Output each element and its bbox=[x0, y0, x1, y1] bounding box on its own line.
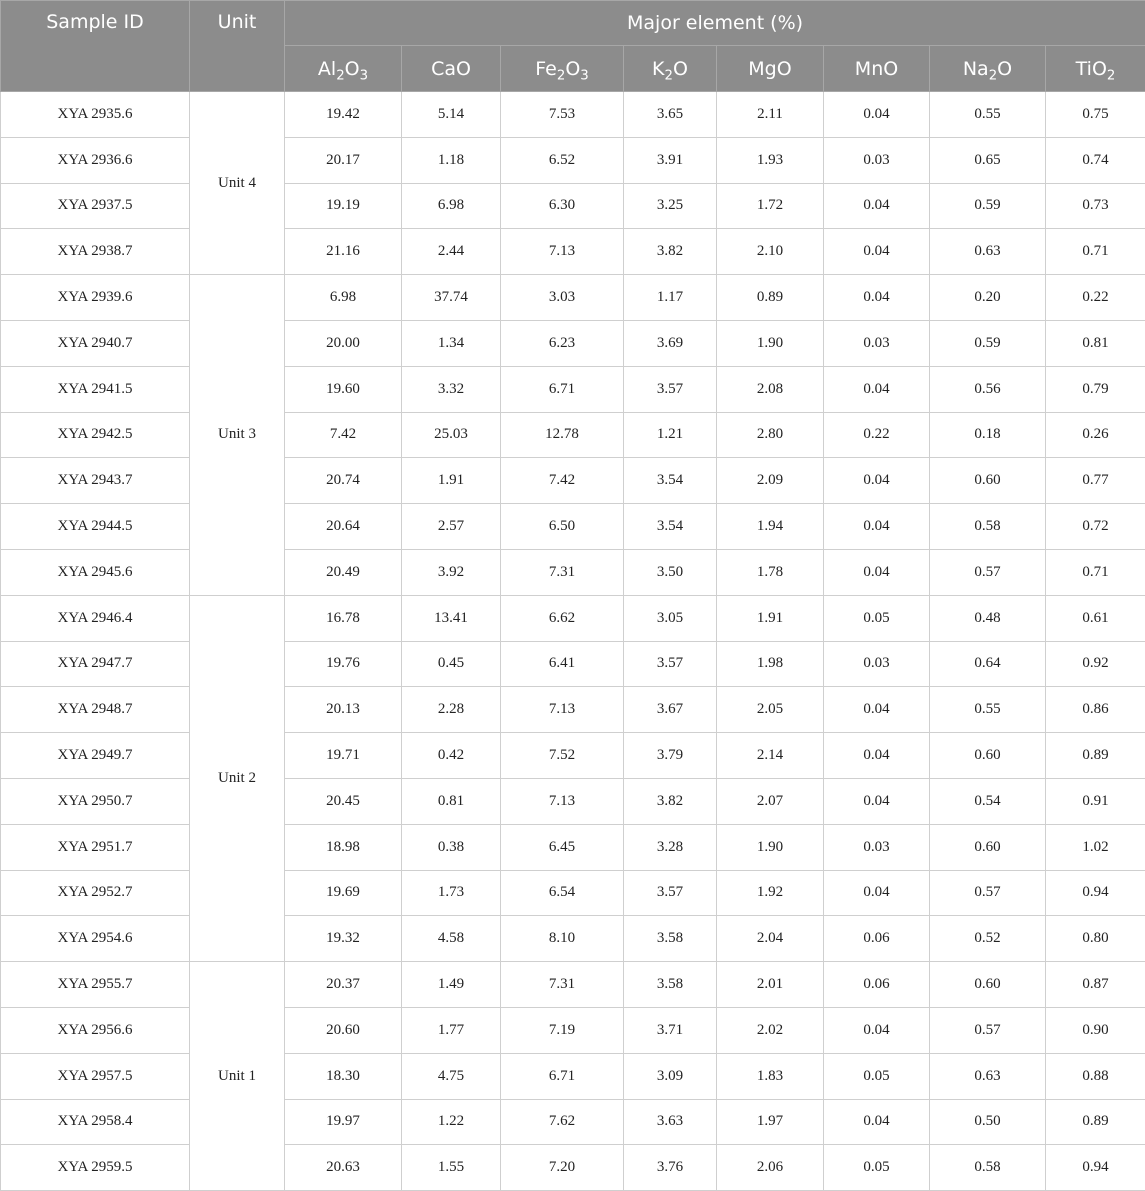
table-row bbox=[1, 320, 1145, 366]
value-cell: 0.26 bbox=[1046, 412, 1145, 458]
value-cell: 0.55 bbox=[930, 687, 1046, 733]
value-cell: 19.69 bbox=[285, 870, 402, 916]
value-cell: 0.61 bbox=[1046, 595, 1145, 641]
value-cell: 3.69 bbox=[624, 320, 717, 366]
value-cell: 7.62 bbox=[501, 1099, 624, 1145]
value-cell: 2.14 bbox=[717, 733, 824, 779]
header-element-1 bbox=[402, 46, 501, 92]
value-cell: 0.04 bbox=[824, 183, 930, 229]
value-cell: 0.86 bbox=[1046, 687, 1145, 733]
value-cell: 1.94 bbox=[717, 504, 824, 550]
element-subscript: 2 bbox=[336, 68, 344, 83]
value-cell: 18.98 bbox=[285, 824, 402, 870]
table-row bbox=[1, 687, 1145, 733]
value-cell: 20.63 bbox=[285, 1145, 402, 1191]
value-cell: 6.52 bbox=[501, 137, 624, 183]
value-cell: 3.76 bbox=[624, 1145, 717, 1191]
value-cell: 3.79 bbox=[624, 733, 717, 779]
value-cell: 1.92 bbox=[717, 870, 824, 916]
sample-id-cell: XYA 2937.5 bbox=[1, 183, 190, 229]
header-sample-id: Sample ID bbox=[1, 1, 190, 92]
table-row bbox=[1, 824, 1145, 870]
sample-id-cell: XYA 2936.6 bbox=[1, 137, 190, 183]
value-cell: 0.05 bbox=[824, 1145, 930, 1191]
element-mid: O bbox=[997, 58, 1012, 80]
value-cell: 0.06 bbox=[824, 962, 930, 1008]
table-row bbox=[1, 733, 1145, 779]
value-cell: 0.05 bbox=[824, 595, 930, 641]
value-cell: 0.94 bbox=[1046, 1145, 1145, 1191]
table-row bbox=[1, 549, 1145, 595]
value-cell: 2.57 bbox=[402, 504, 501, 550]
value-cell: 13.41 bbox=[402, 595, 501, 641]
table-row bbox=[1, 778, 1145, 824]
value-cell: 3.82 bbox=[624, 778, 717, 824]
value-cell: 0.60 bbox=[930, 733, 1046, 779]
table-row bbox=[1, 1053, 1145, 1099]
value-cell: 1.93 bbox=[717, 137, 824, 183]
value-cell: 1.22 bbox=[402, 1099, 501, 1145]
value-cell: 12.78 bbox=[501, 412, 624, 458]
sample-id-cell: XYA 2957.5 bbox=[1, 1053, 190, 1099]
value-cell: 0.58 bbox=[930, 1145, 1046, 1191]
value-cell: 0.03 bbox=[824, 137, 930, 183]
value-cell: 7.42 bbox=[501, 458, 624, 504]
value-cell: 19.71 bbox=[285, 733, 402, 779]
value-cell: 3.58 bbox=[624, 916, 717, 962]
value-cell: 0.60 bbox=[930, 458, 1046, 504]
value-cell: 7.53 bbox=[501, 92, 624, 138]
table-row bbox=[1, 962, 1145, 1008]
value-cell: 0.04 bbox=[824, 366, 930, 412]
value-cell: 0.04 bbox=[824, 229, 930, 275]
value-cell: 3.54 bbox=[624, 458, 717, 504]
value-cell: 3.71 bbox=[624, 1007, 717, 1053]
value-cell: 3.65 bbox=[624, 92, 717, 138]
sample-id-cell: XYA 2949.7 bbox=[1, 733, 190, 779]
table-row bbox=[1, 870, 1145, 916]
value-cell: 0.04 bbox=[824, 1007, 930, 1053]
unit-cell: Unit 3 bbox=[190, 275, 285, 596]
value-cell: 3.58 bbox=[624, 962, 717, 1008]
value-cell: 20.49 bbox=[285, 549, 402, 595]
value-cell: 0.72 bbox=[1046, 504, 1145, 550]
value-cell: 2.10 bbox=[717, 229, 824, 275]
value-cell: 1.90 bbox=[717, 824, 824, 870]
element-base: MgO bbox=[748, 58, 791, 80]
value-cell: 3.32 bbox=[402, 366, 501, 412]
value-cell: 19.97 bbox=[285, 1099, 402, 1145]
value-cell: 3.54 bbox=[624, 504, 717, 550]
value-cell: 0.04 bbox=[824, 778, 930, 824]
value-cell: 2.11 bbox=[717, 92, 824, 138]
value-cell: 2.80 bbox=[717, 412, 824, 458]
value-cell: 1.02 bbox=[1046, 824, 1145, 870]
value-cell: 7.13 bbox=[501, 229, 624, 275]
value-cell: 2.02 bbox=[717, 1007, 824, 1053]
value-cell: 0.74 bbox=[1046, 137, 1145, 183]
value-cell: 19.42 bbox=[285, 92, 402, 138]
value-cell: 2.28 bbox=[402, 687, 501, 733]
value-cell: 0.03 bbox=[824, 641, 930, 687]
value-cell: 19.76 bbox=[285, 641, 402, 687]
table-row bbox=[1, 229, 1145, 275]
value-cell: 19.32 bbox=[285, 916, 402, 962]
value-cell: 0.04 bbox=[824, 687, 930, 733]
value-cell: 0.65 bbox=[930, 137, 1046, 183]
value-cell: 0.06 bbox=[824, 916, 930, 962]
element-base: K bbox=[652, 58, 664, 80]
table-row bbox=[1, 595, 1145, 641]
sample-id-cell: XYA 2941.5 bbox=[1, 366, 190, 412]
value-cell: 20.00 bbox=[285, 320, 402, 366]
value-cell: 2.44 bbox=[402, 229, 501, 275]
value-cell: 6.71 bbox=[501, 366, 624, 412]
value-cell: 2.05 bbox=[717, 687, 824, 733]
value-cell: 3.67 bbox=[624, 687, 717, 733]
value-cell: 0.04 bbox=[824, 549, 930, 595]
value-cell: 3.28 bbox=[624, 824, 717, 870]
value-cell: 7.31 bbox=[501, 962, 624, 1008]
sample-id-cell: XYA 2944.5 bbox=[1, 504, 190, 550]
value-cell: 7.42 bbox=[285, 412, 402, 458]
value-cell: 19.60 bbox=[285, 366, 402, 412]
value-cell: 3.63 bbox=[624, 1099, 717, 1145]
value-cell: 6.54 bbox=[501, 870, 624, 916]
sample-id-cell: XYA 2951.7 bbox=[1, 824, 190, 870]
header-element-4 bbox=[717, 46, 824, 92]
value-cell: 6.71 bbox=[501, 1053, 624, 1099]
value-cell: 7.19 bbox=[501, 1007, 624, 1053]
header-unit: Unit bbox=[190, 1, 285, 92]
value-cell: 0.71 bbox=[1046, 229, 1145, 275]
element-mid: O bbox=[673, 58, 688, 80]
element-base: Fe bbox=[535, 58, 557, 80]
value-cell: 0.79 bbox=[1046, 366, 1145, 412]
value-cell: 0.04 bbox=[824, 1099, 930, 1145]
value-cell: 0.04 bbox=[824, 458, 930, 504]
table-row bbox=[1, 92, 1145, 138]
header-element-6 bbox=[930, 46, 1046, 92]
value-cell: 1.17 bbox=[624, 275, 717, 321]
value-cell: 4.58 bbox=[402, 916, 501, 962]
value-cell: 6.98 bbox=[285, 275, 402, 321]
value-cell: 1.83 bbox=[717, 1053, 824, 1099]
value-cell: 6.23 bbox=[501, 320, 624, 366]
value-cell: 19.19 bbox=[285, 183, 402, 229]
sample-id-cell: XYA 2947.7 bbox=[1, 641, 190, 687]
sample-id-cell: XYA 2955.7 bbox=[1, 962, 190, 1008]
value-cell: 0.87 bbox=[1046, 962, 1145, 1008]
table-row bbox=[1, 412, 1145, 458]
value-cell: 0.56 bbox=[930, 366, 1046, 412]
value-cell: 7.52 bbox=[501, 733, 624, 779]
sample-id-cell: XYA 2943.7 bbox=[1, 458, 190, 504]
value-cell: 7.13 bbox=[501, 687, 624, 733]
value-cell: 3.57 bbox=[624, 641, 717, 687]
element-subscript: 2 bbox=[557, 68, 565, 83]
value-cell: 1.34 bbox=[402, 320, 501, 366]
sample-id-cell: XYA 2939.6 bbox=[1, 275, 190, 321]
value-cell: 0.60 bbox=[930, 824, 1046, 870]
value-cell: 25.03 bbox=[402, 412, 501, 458]
value-cell: 3.57 bbox=[624, 870, 717, 916]
value-cell: 20.37 bbox=[285, 962, 402, 1008]
header-element-2 bbox=[501, 46, 624, 92]
sample-id-cell: XYA 2954.6 bbox=[1, 916, 190, 962]
value-cell: 0.48 bbox=[930, 595, 1046, 641]
value-cell: 0.89 bbox=[1046, 1099, 1145, 1145]
value-cell: 0.89 bbox=[1046, 733, 1145, 779]
value-cell: 0.52 bbox=[930, 916, 1046, 962]
value-cell: 0.58 bbox=[930, 504, 1046, 550]
value-cell: 0.64 bbox=[930, 641, 1046, 687]
value-cell: 3.50 bbox=[624, 549, 717, 595]
value-cell: 1.72 bbox=[717, 183, 824, 229]
value-cell: 0.04 bbox=[824, 92, 930, 138]
value-cell: 0.04 bbox=[824, 275, 930, 321]
value-cell: 0.22 bbox=[824, 412, 930, 458]
value-cell: 0.05 bbox=[824, 1053, 930, 1099]
value-cell: 6.30 bbox=[501, 183, 624, 229]
value-cell: 0.80 bbox=[1046, 916, 1145, 962]
sample-id-cell: XYA 2945.6 bbox=[1, 549, 190, 595]
value-cell: 2.07 bbox=[717, 778, 824, 824]
value-cell: 1.98 bbox=[717, 641, 824, 687]
element-base: Al bbox=[318, 58, 336, 80]
value-cell: 20.45 bbox=[285, 778, 402, 824]
element-mid: O bbox=[565, 58, 580, 80]
value-cell: 0.60 bbox=[930, 962, 1046, 1008]
value-cell: 6.50 bbox=[501, 504, 624, 550]
value-cell: 6.45 bbox=[501, 824, 624, 870]
sample-id-cell: XYA 2958.4 bbox=[1, 1099, 190, 1145]
value-cell: 1.18 bbox=[402, 137, 501, 183]
value-cell: 0.18 bbox=[930, 412, 1046, 458]
value-cell: 7.31 bbox=[501, 549, 624, 595]
value-cell: 0.94 bbox=[1046, 870, 1145, 916]
unit-cell: Unit 4 bbox=[190, 92, 285, 275]
value-cell: 0.77 bbox=[1046, 458, 1145, 504]
value-cell: 37.74 bbox=[402, 275, 501, 321]
sample-id-cell: XYA 2946.4 bbox=[1, 595, 190, 641]
value-cell: 0.91 bbox=[1046, 778, 1145, 824]
value-cell: 1.49 bbox=[402, 962, 501, 1008]
value-cell: 0.71 bbox=[1046, 549, 1145, 595]
header-element-7 bbox=[1046, 46, 1145, 92]
value-cell: 0.04 bbox=[824, 870, 930, 916]
value-cell: 3.57 bbox=[624, 366, 717, 412]
value-cell: 0.55 bbox=[930, 92, 1046, 138]
value-cell: 0.73 bbox=[1046, 183, 1145, 229]
value-cell: 3.05 bbox=[624, 595, 717, 641]
value-cell: 0.59 bbox=[930, 183, 1046, 229]
header-major-element: Major element (%) bbox=[285, 1, 1145, 46]
value-cell: 1.78 bbox=[717, 549, 824, 595]
value-cell: 5.14 bbox=[402, 92, 501, 138]
value-cell: 0.81 bbox=[402, 778, 501, 824]
value-cell: 1.21 bbox=[624, 412, 717, 458]
element-base: Na bbox=[963, 58, 989, 80]
value-cell: 0.57 bbox=[930, 549, 1046, 595]
table-row bbox=[1, 137, 1145, 183]
value-cell: 3.03 bbox=[501, 275, 624, 321]
table-row bbox=[1, 275, 1145, 321]
sample-id-cell: XYA 2952.7 bbox=[1, 870, 190, 916]
value-cell: 0.59 bbox=[930, 320, 1046, 366]
table-header bbox=[1, 1, 1145, 92]
element-subscript: 3 bbox=[360, 68, 368, 83]
value-cell: 7.13 bbox=[501, 778, 624, 824]
value-cell: 3.91 bbox=[624, 137, 717, 183]
sample-id-cell: XYA 2942.5 bbox=[1, 412, 190, 458]
value-cell: 6.98 bbox=[402, 183, 501, 229]
value-cell: 2.08 bbox=[717, 366, 824, 412]
value-cell: 0.88 bbox=[1046, 1053, 1145, 1099]
value-cell: 3.09 bbox=[624, 1053, 717, 1099]
table-body bbox=[1, 92, 1145, 1191]
sample-id-cell: XYA 2950.7 bbox=[1, 778, 190, 824]
sample-id-cell: XYA 2935.6 bbox=[1, 92, 190, 138]
value-cell: 8.10 bbox=[501, 916, 624, 962]
value-cell: 3.82 bbox=[624, 229, 717, 275]
value-cell: 0.03 bbox=[824, 320, 930, 366]
value-cell: 20.64 bbox=[285, 504, 402, 550]
table-row bbox=[1, 504, 1145, 550]
table-row bbox=[1, 1145, 1145, 1191]
value-cell: 1.97 bbox=[717, 1099, 824, 1145]
value-cell: 18.30 bbox=[285, 1053, 402, 1099]
sample-id-cell: XYA 2959.5 bbox=[1, 1145, 190, 1191]
value-cell: 7.20 bbox=[501, 1145, 624, 1191]
value-cell: 0.92 bbox=[1046, 641, 1145, 687]
sample-id-cell: XYA 2938.7 bbox=[1, 229, 190, 275]
table-row bbox=[1, 183, 1145, 229]
value-cell: 1.90 bbox=[717, 320, 824, 366]
table-row bbox=[1, 1099, 1145, 1145]
value-cell: 0.38 bbox=[402, 824, 501, 870]
sample-id-cell: XYA 2940.7 bbox=[1, 320, 190, 366]
value-cell: 0.90 bbox=[1046, 1007, 1145, 1053]
value-cell: 0.81 bbox=[1046, 320, 1145, 366]
value-cell: 2.04 bbox=[717, 916, 824, 962]
element-subscript: 2 bbox=[665, 68, 673, 83]
value-cell: 0.42 bbox=[402, 733, 501, 779]
value-cell: 0.89 bbox=[717, 275, 824, 321]
element-base: CaO bbox=[431, 58, 471, 80]
sample-id-cell: XYA 2948.7 bbox=[1, 687, 190, 733]
element-mid: O bbox=[345, 58, 360, 80]
value-cell: 0.04 bbox=[824, 733, 930, 779]
element-base: MnO bbox=[855, 58, 898, 80]
element-subscript: 2 bbox=[989, 68, 997, 83]
table-row bbox=[1, 1007, 1145, 1053]
value-cell: 0.03 bbox=[824, 824, 930, 870]
table-row bbox=[1, 916, 1145, 962]
value-cell: 20.13 bbox=[285, 687, 402, 733]
table-row bbox=[1, 641, 1145, 687]
value-cell: 1.91 bbox=[717, 595, 824, 641]
value-cell: 0.22 bbox=[1046, 275, 1145, 321]
value-cell: 4.75 bbox=[402, 1053, 501, 1099]
value-cell: 2.09 bbox=[717, 458, 824, 504]
value-cell: 0.63 bbox=[930, 1053, 1046, 1099]
value-cell: 0.75 bbox=[1046, 92, 1145, 138]
value-cell: 0.45 bbox=[402, 641, 501, 687]
value-cell: 0.20 bbox=[930, 275, 1046, 321]
value-cell: 1.73 bbox=[402, 870, 501, 916]
value-cell: 2.01 bbox=[717, 962, 824, 1008]
value-cell: 0.04 bbox=[824, 504, 930, 550]
value-cell: 0.57 bbox=[930, 1007, 1046, 1053]
element-subscript: 3 bbox=[580, 68, 588, 83]
unit-cell: Unit 2 bbox=[190, 595, 285, 961]
value-cell: 0.63 bbox=[930, 229, 1046, 275]
value-cell: 2.06 bbox=[717, 1145, 824, 1191]
value-cell: 20.60 bbox=[285, 1007, 402, 1053]
value-cell: 0.57 bbox=[930, 870, 1046, 916]
header-element-5 bbox=[824, 46, 930, 92]
header-element-3 bbox=[624, 46, 717, 92]
value-cell: 1.77 bbox=[402, 1007, 501, 1053]
table-row bbox=[1, 366, 1145, 412]
element-subscript: 2 bbox=[1107, 68, 1115, 83]
value-cell: 3.25 bbox=[624, 183, 717, 229]
element-base: TiO bbox=[1076, 58, 1107, 80]
value-cell: 20.17 bbox=[285, 137, 402, 183]
value-cell: 21.16 bbox=[285, 229, 402, 275]
sample-id-cell: XYA 2956.6 bbox=[1, 1007, 190, 1053]
value-cell: 6.62 bbox=[501, 595, 624, 641]
value-cell: 0.50 bbox=[930, 1099, 1046, 1145]
value-cell: 3.92 bbox=[402, 549, 501, 595]
value-cell: 1.55 bbox=[402, 1145, 501, 1191]
header-element-0 bbox=[285, 46, 402, 92]
unit-cell: Unit 1 bbox=[190, 962, 285, 1191]
table-row bbox=[1, 458, 1145, 504]
value-cell: 1.91 bbox=[402, 458, 501, 504]
value-cell: 16.78 bbox=[285, 595, 402, 641]
value-cell: 6.41 bbox=[501, 641, 624, 687]
value-cell: 20.74 bbox=[285, 458, 402, 504]
value-cell: 0.54 bbox=[930, 778, 1046, 824]
